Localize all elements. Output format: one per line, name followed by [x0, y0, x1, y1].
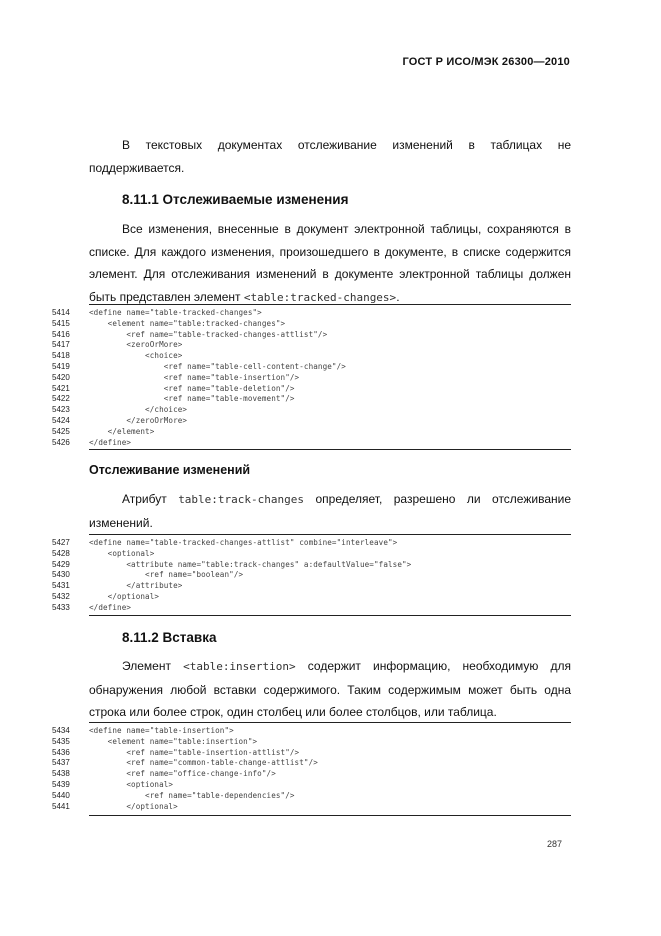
line-number: 5429: [52, 559, 70, 569]
page-header: ГОСТ Р ИСО/МЭК 26300—2010: [402, 56, 570, 68]
code-line: [52, 748, 572, 759]
line-number: 5441: [52, 801, 70, 811]
code-line: [52, 570, 572, 581]
code-line: [52, 791, 572, 802]
code-text: <ref name="table-movement"/>: [89, 394, 295, 404]
code-line: [52, 394, 572, 405]
paragraph-text: Элемент: [122, 659, 184, 673]
line-number: 5426: [52, 437, 70, 447]
code-block-tracked-changes-attlist: [52, 538, 572, 614]
line-number: 5428: [52, 548, 70, 558]
line-number: 5417: [52, 340, 70, 350]
tracking-paragraph: [89, 488, 571, 534]
code-rule-top: [89, 534, 571, 535]
code-line: [52, 769, 572, 780]
code-line: [52, 560, 572, 571]
paragraph-text-end: содержит информацию, необходимую для обнаружения любой вставки содержимого. Таким содержимым может быть одна строка или более строк, один столбец или более столбцов, или таблица.: [89, 659, 571, 719]
code-text: <define name="table-insertion">: [89, 726, 234, 735]
paragraph-text: Атрибут: [122, 492, 179, 506]
code-line: [52, 340, 572, 351]
code-text: </zeroOrMore>: [89, 415, 188, 425]
code-text: <ref name="table-cell-content-change"/>: [89, 361, 346, 371]
code-line: [52, 549, 572, 560]
line-number: 5418: [52, 351, 70, 361]
inline-code: table:track-changes: [178, 493, 305, 506]
line-number: 5423: [52, 405, 70, 415]
code-line: [52, 802, 572, 813]
line-number: 5424: [52, 415, 70, 425]
line-number: 5432: [52, 591, 70, 601]
code-text: </define>: [89, 437, 132, 447]
code-text: <ref name="table-dependencies"/>: [89, 790, 295, 800]
code-line: [52, 538, 572, 549]
code-rule-bottom: [89, 615, 571, 616]
code-line: [52, 405, 572, 416]
code-text: <element name="table:insertion">: [89, 736, 258, 746]
line-number: 5416: [52, 329, 70, 339]
code-text: </optional>: [89, 801, 178, 811]
code-line: [52, 384, 572, 395]
line-number: 5422: [52, 394, 70, 404]
line-number: 5430: [52, 570, 70, 580]
line-number: 5420: [52, 372, 70, 382]
code-text: </choice>: [89, 405, 188, 415]
line-number: 5425: [52, 426, 70, 436]
code-text: <optional>: [89, 548, 155, 558]
line-number: 5421: [52, 383, 70, 393]
line-number: 5439: [52, 779, 70, 789]
code-line: [52, 737, 572, 748]
code-text: <ref name="table-insertion-attlist"/>: [89, 747, 300, 757]
section-8-11-2-paragraph: [89, 655, 571, 724]
line-number: 5435: [52, 736, 70, 746]
code-line: [52, 351, 572, 362]
line-number: 5437: [52, 758, 70, 768]
code-rule-top: [89, 722, 571, 723]
code-line: [52, 373, 572, 384]
code-text: <ref name="table-deletion"/>: [89, 383, 295, 393]
section-heading-8-11-1: 8.11.1 Отслеживаемые изменения: [122, 192, 349, 207]
inline-code: <table:tracked-changes>: [243, 290, 397, 304]
code-block-tracked-changes: [52, 308, 572, 448]
code-text: </optional>: [89, 591, 160, 601]
code-text: <choice>: [89, 351, 183, 361]
code-line: [52, 362, 572, 373]
line-number: 5434: [52, 726, 70, 735]
line-number: 5419: [52, 361, 70, 371]
subsection-heading-tracking: Отслеживание изменений: [89, 463, 251, 477]
paragraph-text-end: .: [396, 289, 400, 304]
code-text: </element>: [89, 426, 155, 436]
code-line: [52, 416, 572, 427]
section-heading-8-11-2: 8.11.2 Вставка: [122, 630, 217, 645]
code-line: [52, 319, 572, 330]
code-text: <element name="table:tracked-changes">: [89, 318, 286, 328]
code-rule-bottom: [89, 449, 571, 450]
code-text: <zeroOrMore>: [89, 340, 183, 350]
code-line: [52, 603, 572, 614]
code-text: </attribute>: [89, 581, 183, 591]
line-number: 5438: [52, 769, 70, 779]
code-block-table-insertion: [52, 726, 572, 812]
code-text: <ref name="boolean"/>: [89, 570, 244, 580]
line-number: 5427: [52, 538, 70, 547]
code-line: [52, 758, 572, 769]
line-number: 5436: [52, 747, 70, 757]
line-number: 5433: [52, 602, 70, 612]
code-text: <ref name="table-insertion"/>: [89, 372, 300, 382]
code-line: [52, 726, 572, 737]
code-text: <attribute name="table:track-changes" a:defaultValue="false">: [89, 559, 412, 569]
line-number: 5431: [52, 581, 70, 591]
line-number: 5414: [52, 308, 70, 317]
code-text: <ref name="table-tracked-changes-attlist"/>: [89, 329, 328, 339]
code-text: <define name="table-tracked-changes-attlist" combine="interleave">: [89, 538, 398, 547]
code-line: [52, 427, 572, 438]
code-text: <ref name="common-table-change-attlist"/>: [89, 758, 318, 768]
line-number: 5415: [52, 318, 70, 328]
section-8-11-1-paragraph: [89, 218, 571, 309]
code-line: [52, 438, 572, 449]
code-line: [52, 308, 572, 319]
code-rule-bottom: [89, 815, 571, 816]
inline-code: <table:insertion>: [183, 660, 296, 673]
page-number: 287: [547, 839, 563, 849]
code-text: </define>: [89, 602, 132, 612]
code-rule-top: [89, 304, 571, 305]
line-number: 5440: [52, 790, 70, 800]
intro-paragraph: В текстовых документах отслеживание изменений в таблицах не поддерживается.: [89, 138, 571, 175]
code-line: [52, 330, 572, 341]
code-text: <define name="table-tracked-changes">: [89, 308, 262, 317]
code-line: [52, 592, 572, 603]
paragraph-text-end: определяет, разрешено ли отслеживание изменений.: [89, 492, 571, 530]
code-line: [52, 780, 572, 791]
code-text: <ref name="office-change-info"/>: [89, 769, 276, 779]
code-text: <optional>: [89, 779, 174, 789]
paragraph-text: Все изменения, внесенные в документ электронной таблицы, сохраняются в списке. Для каждого изменения, произошедшего в документе, в списке содержится элемент. Для отслеживания изменений в документе электронной таблицы должен быть представлен элемент: [89, 222, 571, 304]
code-line: [52, 581, 572, 592]
